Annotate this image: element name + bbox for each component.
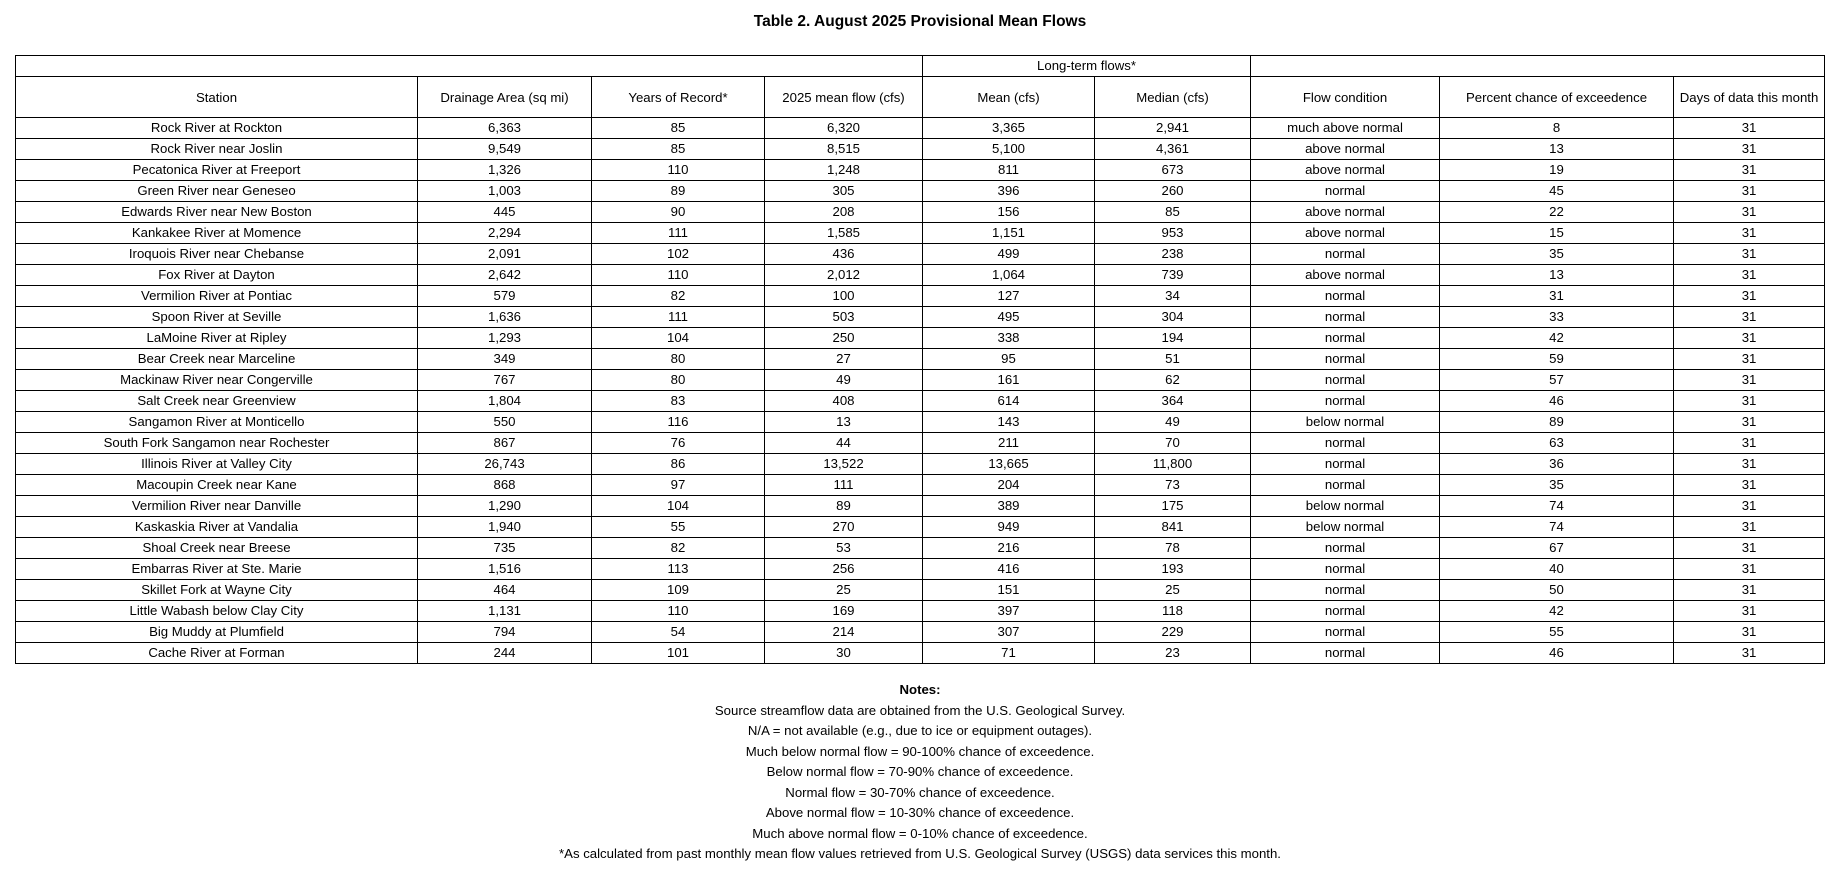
cell-long-term-median: 70 [1095,433,1251,454]
cell-percent-exceedence: 40 [1440,559,1674,580]
cell-station: Edwards River near New Boston [16,202,418,223]
cell-flow-condition: above normal [1251,223,1440,244]
column-header-row [16,77,1825,118]
note-line: Much above normal flow = 0-10% chance of exceedence. [752,825,1088,841]
note-line: Below normal flow = 70-90% chance of exceedence. [766,764,1074,779]
cell-long-term-mean: 1,064 [923,265,1095,286]
cell-station: Vermilion River at Pontiac [16,286,418,307]
cell-long-term-median: 23 [1095,643,1251,664]
cell-drainage-area: 464 [418,580,592,601]
cell-station: Little Wabash below Clay City [16,601,418,622]
table-row [16,202,1825,223]
table-row [16,454,1825,475]
cell-drainage-area: 735 [418,538,592,559]
cell-mean-flow-2025: 6,320 [765,118,923,139]
cell-drainage-area: 868 [418,475,592,496]
cell-percent-exceedence: 55 [1440,622,1674,643]
cell-drainage-area: 26,743 [418,454,592,475]
cell-long-term-mean: 216 [923,538,1095,559]
cell-flow-condition: normal [1251,307,1440,328]
table-row [16,307,1825,328]
table-title: Table 2. August 2025 Provisional Mean Flows [753,13,1087,30]
cell-days-of-data: 31 [1674,370,1825,391]
cell-percent-exceedence: 33 [1440,307,1674,328]
cell-station: Spoon River at Seville [16,307,418,328]
cell-days-of-data: 31 [1674,244,1825,265]
cell-percent-exceedence: 46 [1440,643,1674,664]
cell-long-term-median: 2,941 [1095,118,1251,139]
cell-percent-exceedence: 35 [1440,475,1674,496]
cell-long-term-median: 260 [1095,181,1251,202]
cell-days-of-data: 31 [1674,643,1825,664]
cell-mean-flow-2025: 408 [765,391,923,412]
cell-mean-flow-2025: 27 [765,349,923,370]
cell-drainage-area: 9,549 [418,139,592,160]
cell-long-term-mean: 3,365 [923,118,1095,139]
cell-years-of-record: 85 [592,139,765,160]
cell-percent-exceedence: 59 [1440,349,1674,370]
group-header-row [16,56,1825,77]
cell-percent-exceedence: 45 [1440,181,1674,202]
table-body [16,118,1825,664]
cell-days-of-data: 31 [1674,538,1825,559]
cell-mean-flow-2025: 89 [765,496,923,517]
column-header-flow-condition: Flow condition [1251,77,1440,118]
cell-percent-exceedence: 36 [1440,454,1674,475]
cell-drainage-area: 1,516 [418,559,592,580]
cell-days-of-data: 31 [1674,349,1825,370]
cell-long-term-mean: 396 [923,181,1095,202]
table-row [16,181,1825,202]
cell-drainage-area: 1,326 [418,160,592,181]
cell-station: Iroquois River near Chebanse [16,244,418,265]
cell-percent-exceedence: 57 [1440,370,1674,391]
cell-mean-flow-2025: 2,012 [765,265,923,286]
cell-drainage-area: 1,290 [418,496,592,517]
cell-years-of-record: 110 [592,160,765,181]
cell-days-of-data: 31 [1674,622,1825,643]
table-row [16,328,1825,349]
cell-days-of-data: 31 [1674,496,1825,517]
cell-long-term-mean: 495 [923,307,1095,328]
cell-days-of-data: 31 [1674,433,1825,454]
cell-flow-condition: much above normal [1251,118,1440,139]
cell-long-term-mean: 127 [923,286,1095,307]
group-header-blank-left [16,56,923,77]
cell-drainage-area: 445 [418,202,592,223]
cell-station: Rock River near Joslin [16,139,418,160]
cell-years-of-record: 116 [592,412,765,433]
table-row [16,475,1825,496]
cell-long-term-median: 193 [1095,559,1251,580]
cell-station: Bear Creek near Marceline [16,349,418,370]
table-row [16,517,1825,538]
cell-mean-flow-2025: 25 [765,580,923,601]
cell-long-term-mean: 416 [923,559,1095,580]
cell-mean-flow-2025: 256 [765,559,923,580]
cell-drainage-area: 579 [418,286,592,307]
cell-drainage-area: 244 [418,643,592,664]
cell-percent-exceedence: 8 [1440,118,1674,139]
cell-percent-exceedence: 35 [1440,244,1674,265]
cell-years-of-record: 111 [592,223,765,244]
cell-long-term-mean: 614 [923,391,1095,412]
cell-long-term-median: 34 [1095,286,1251,307]
cell-drainage-area: 2,642 [418,265,592,286]
cell-long-term-median: 673 [1095,160,1251,181]
cell-flow-condition: above normal [1251,139,1440,160]
cell-days-of-data: 31 [1674,559,1825,580]
cell-long-term-median: 364 [1095,391,1251,412]
cell-mean-flow-2025: 214 [765,622,923,643]
cell-flow-condition: normal [1251,391,1440,412]
cell-years-of-record: 55 [592,517,765,538]
cell-long-term-median: 304 [1095,307,1251,328]
cell-station: Big Muddy at Plumfield [16,622,418,643]
cell-long-term-median: 62 [1095,370,1251,391]
cell-days-of-data: 31 [1674,580,1825,601]
table-row [16,244,1825,265]
cell-long-term-median: 739 [1095,265,1251,286]
table-row [16,538,1825,559]
cell-days-of-data: 31 [1674,286,1825,307]
cell-station: Illinois River at Valley City [16,454,418,475]
cell-percent-exceedence: 46 [1440,391,1674,412]
cell-years-of-record: 109 [592,580,765,601]
cell-drainage-area: 6,363 [418,118,592,139]
table-row [16,391,1825,412]
cell-long-term-mean: 13,665 [923,454,1095,475]
cell-long-term-mean: 389 [923,496,1095,517]
cell-flow-condition: normal [1251,538,1440,559]
cell-long-term-median: 175 [1095,496,1251,517]
cell-mean-flow-2025: 111 [765,475,923,496]
table-row [16,601,1825,622]
cell-long-term-mean: 151 [923,580,1095,601]
cell-station: Fox River at Dayton [16,265,418,286]
cell-long-term-median: 25 [1095,580,1251,601]
cell-station: South Fork Sangamon near Rochester [16,433,418,454]
table-row [16,643,1825,664]
cell-flow-condition: below normal [1251,496,1440,517]
cell-years-of-record: 104 [592,496,765,517]
cell-station: Embarras River at Ste. Marie [16,559,418,580]
cell-percent-exceedence: 15 [1440,223,1674,244]
group-header-blank-right [1251,56,1825,77]
cell-mean-flow-2025: 8,515 [765,139,923,160]
cell-long-term-median: 194 [1095,328,1251,349]
cell-long-term-median: 953 [1095,223,1251,244]
cell-long-term-median: 51 [1095,349,1251,370]
cell-long-term-mean: 71 [923,643,1095,664]
cell-mean-flow-2025: 250 [765,328,923,349]
cell-long-term-mean: 949 [923,517,1095,538]
cell-flow-condition: normal [1251,433,1440,454]
cell-percent-exceedence: 89 [1440,412,1674,433]
cell-flow-condition: below normal [1251,412,1440,433]
cell-years-of-record: 110 [592,265,765,286]
cell-mean-flow-2025: 503 [765,307,923,328]
table-row [16,580,1825,601]
notes-heading: Notes: [899,682,941,697]
cell-years-of-record: 85 [592,118,765,139]
column-header-station: Station [16,77,418,118]
table-row [16,370,1825,391]
note-line: *As calculated from past monthly mean flow values retrieved from U.S. Geological Survey (USGS) data services this month. [559,846,1281,861]
cell-drainage-area: 2,294 [418,223,592,244]
cell-drainage-area: 550 [418,412,592,433]
cell-years-of-record: 82 [592,286,765,307]
cell-station: Pecatonica River at Freeport [16,160,418,181]
table-row [16,496,1825,517]
cell-days-of-data: 31 [1674,118,1825,139]
cell-mean-flow-2025: 1,248 [765,160,923,181]
cell-drainage-area: 1,293 [418,328,592,349]
cell-flow-condition: normal [1251,475,1440,496]
cell-station: LaMoine River at Ripley [16,328,418,349]
column-header-median: Median (cfs) [1095,77,1251,118]
cell-long-term-median: 118 [1095,601,1251,622]
cell-mean-flow-2025: 100 [765,286,923,307]
cell-station: Mackinaw River near Congerville [16,370,418,391]
group-header-long-term-flows: Long-term flows* [923,56,1251,77]
cell-drainage-area: 794 [418,622,592,643]
column-header-2025-mean-flow: 2025 mean flow (cfs) [765,77,923,118]
cell-drainage-area: 767 [418,370,592,391]
cell-mean-flow-2025: 44 [765,433,923,454]
cell-percent-exceedence: 67 [1440,538,1674,559]
cell-percent-exceedence: 22 [1440,202,1674,223]
cell-days-of-data: 31 [1674,202,1825,223]
cell-flow-condition: normal [1251,580,1440,601]
cell-station: Rock River at Rockton [16,118,418,139]
cell-days-of-data: 31 [1674,223,1825,244]
table-row [16,223,1825,244]
cell-long-term-median: 4,361 [1095,139,1251,160]
cell-flow-condition: above normal [1251,265,1440,286]
note-line: Source streamflow data are obtained from the U.S. Geological Survey. [714,702,1126,718]
cell-long-term-mean: 161 [923,370,1095,391]
table-row [16,118,1825,139]
cell-days-of-data: 31 [1674,265,1825,286]
cell-station: Vermilion River near Danville [16,496,418,517]
cell-mean-flow-2025: 270 [765,517,923,538]
cell-drainage-area: 2,091 [418,244,592,265]
cell-percent-exceedence: 31 [1440,286,1674,307]
cell-long-term-median: 238 [1095,244,1251,265]
cell-mean-flow-2025: 208 [765,202,923,223]
cell-flow-condition: normal [1251,643,1440,664]
cell-years-of-record: 97 [592,475,765,496]
cell-percent-exceedence: 63 [1440,433,1674,454]
table-row [16,559,1825,580]
cell-station: Kaskaskia River at Vandalia [16,517,418,538]
cell-drainage-area: 1,940 [418,517,592,538]
table-row [16,412,1825,433]
cell-mean-flow-2025: 49 [765,370,923,391]
cell-percent-exceedence: 74 [1440,496,1674,517]
cell-drainage-area: 349 [418,349,592,370]
column-header-percent-exceedence: Percent chance of exceedence [1440,77,1674,118]
cell-long-term-median: 85 [1095,202,1251,223]
cell-years-of-record: 86 [592,454,765,475]
cell-years-of-record: 110 [592,601,765,622]
table-row [16,286,1825,307]
cell-long-term-mean: 143 [923,412,1095,433]
cell-days-of-data: 31 [1674,475,1825,496]
cell-long-term-mean: 5,100 [923,139,1095,160]
mean-flows-table [15,55,1825,664]
cell-long-term-mean: 156 [923,202,1095,223]
cell-long-term-mean: 204 [923,475,1095,496]
table-row [16,160,1825,181]
cell-flow-condition: normal [1251,328,1440,349]
cell-long-term-mean: 307 [923,622,1095,643]
table-row [16,433,1825,454]
cell-flow-condition: below normal [1251,517,1440,538]
column-header-days-of-data: Days of data this month [1674,77,1825,118]
cell-long-term-median: 78 [1095,538,1251,559]
cell-station: Skillet Fork at Wayne City [16,580,418,601]
column-header-drainage-area: Drainage Area (sq mi) [418,77,592,118]
cell-years-of-record: 101 [592,643,765,664]
note-line: Much below normal flow = 90-100% chance of exceedence. [745,743,1095,759]
cell-station: Shoal Creek near Breese [16,538,418,559]
cell-percent-exceedence: 19 [1440,160,1674,181]
cell-days-of-data: 31 [1674,517,1825,538]
cell-drainage-area: 1,131 [418,601,592,622]
cell-days-of-data: 31 [1674,160,1825,181]
cell-station: Cache River at Forman [16,643,418,664]
cell-drainage-area: 867 [418,433,592,454]
cell-days-of-data: 31 [1674,454,1825,475]
cell-flow-condition: normal [1251,181,1440,202]
cell-station: Kankakee River at Momence [16,223,418,244]
cell-mean-flow-2025: 13 [765,412,923,433]
cell-long-term-median: 841 [1095,517,1251,538]
cell-years-of-record: 80 [592,370,765,391]
cell-drainage-area: 1,636 [418,307,592,328]
cell-mean-flow-2025: 1,585 [765,223,923,244]
cell-flow-condition: normal [1251,244,1440,265]
cell-station: Sangamon River at Monticello [16,412,418,433]
table-row [16,139,1825,160]
cell-drainage-area: 1,003 [418,181,592,202]
cell-long-term-mean: 811 [923,160,1095,181]
cell-flow-condition: normal [1251,601,1440,622]
cell-years-of-record: 90 [592,202,765,223]
cell-years-of-record: 83 [592,391,765,412]
cell-station: Green River near Geneseo [16,181,418,202]
cell-percent-exceedence: 13 [1440,265,1674,286]
cell-flow-condition: normal [1251,622,1440,643]
cell-long-term-median: 49 [1095,412,1251,433]
cell-days-of-data: 31 [1674,391,1825,412]
column-header-years-of-record: Years of Record* [592,77,765,118]
cell-station: Macoupin Creek near Kane [16,475,418,496]
cell-station: Salt Creek near Greenview [16,391,418,412]
cell-long-term-median: 11,800 [1095,454,1251,475]
cell-percent-exceedence: 74 [1440,517,1674,538]
cell-long-term-mean: 338 [923,328,1095,349]
cell-mean-flow-2025: 30 [765,643,923,664]
cell-days-of-data: 31 [1674,412,1825,433]
cell-mean-flow-2025: 169 [765,601,923,622]
cell-flow-condition: above normal [1251,160,1440,181]
cell-years-of-record: 82 [592,538,765,559]
cell-flow-condition: normal [1251,286,1440,307]
cell-days-of-data: 31 [1674,328,1825,349]
cell-long-term-mean: 499 [923,244,1095,265]
cell-years-of-record: 80 [592,349,765,370]
cell-long-term-mean: 211 [923,433,1095,454]
cell-flow-condition: above normal [1251,202,1440,223]
cell-years-of-record: 102 [592,244,765,265]
cell-years-of-record: 113 [592,559,765,580]
cell-mean-flow-2025: 13,522 [765,454,923,475]
cell-long-term-median: 229 [1095,622,1251,643]
table-row [16,622,1825,643]
cell-mean-flow-2025: 53 [765,538,923,559]
note-line: Normal flow = 30-70% chance of exceedence. [785,784,1055,800]
cell-flow-condition: normal [1251,349,1440,370]
cell-flow-condition: normal [1251,454,1440,475]
cell-days-of-data: 31 [1674,601,1825,622]
cell-flow-condition: normal [1251,559,1440,580]
cell-years-of-record: 104 [592,328,765,349]
cell-mean-flow-2025: 436 [765,244,923,265]
cell-long-term-median: 73 [1095,475,1251,496]
cell-flow-condition: normal [1251,370,1440,391]
cell-years-of-record: 54 [592,622,765,643]
cell-long-term-mean: 1,151 [923,223,1095,244]
column-header-mean: Mean (cfs) [923,77,1095,118]
cell-percent-exceedence: 42 [1440,328,1674,349]
cell-years-of-record: 111 [592,307,765,328]
note-line: Above normal flow = 10-30% chance of exceedence. [765,805,1075,820]
table-row [16,349,1825,370]
cell-percent-exceedence: 42 [1440,601,1674,622]
table-row [16,265,1825,286]
cell-percent-exceedence: 50 [1440,580,1674,601]
notes-section [0,680,1840,865]
cell-mean-flow-2025: 305 [765,181,923,202]
cell-drainage-area: 1,804 [418,391,592,412]
cell-years-of-record: 76 [592,433,765,454]
cell-days-of-data: 31 [1674,307,1825,328]
cell-days-of-data: 31 [1674,181,1825,202]
cell-long-term-mean: 397 [923,601,1095,622]
note-line: N/A = not available (e.g., due to ice or equipment outages). [747,723,1093,738]
cell-days-of-data: 31 [1674,139,1825,160]
cell-percent-exceedence: 13 [1440,139,1674,160]
cell-long-term-mean: 95 [923,349,1095,370]
cell-years-of-record: 89 [592,181,765,202]
